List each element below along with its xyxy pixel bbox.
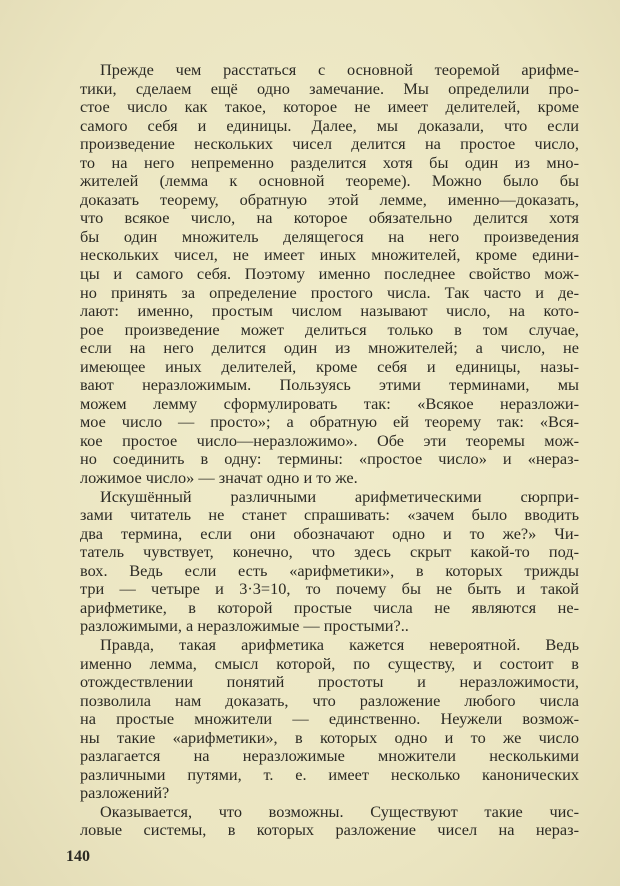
- text-line: но принять за определение простого числа. Так часто и де-: [80, 282, 579, 302]
- text-line: бы один множитель делящегося на него произведения: [80, 226, 579, 246]
- text-line: лают: именно, простым числом называют число, на кото-: [80, 301, 579, 321]
- text-line: арифметике, в которой простые числа не являются не-: [80, 597, 579, 617]
- text-line: ны такие «арифметики», в которых одно и то же число: [80, 727, 579, 747]
- text-line: если на него делится один из множителей; а число, не: [80, 338, 579, 358]
- text-line: жителей (лемма к основной теореме). Можно было бы: [80, 171, 579, 191]
- paragraph: [80, 803, 579, 840]
- text-line: разложимыми, а неразложимые — простыми?..: [80, 616, 409, 636]
- text-line: разлагается на неразложимые множители несколькими: [80, 746, 579, 766]
- text-line: Оказывается, что возможны. Существуют такие чис-: [100, 801, 579, 821]
- text-line: позволила нам доказать, что разложение любого числа: [80, 690, 579, 710]
- body-text: [80, 61, 579, 840]
- text-line: можем лемму сформулировать так: «Всякое неразложи-: [80, 393, 579, 413]
- text-line: на простые множители — единственно. Неужели возмож-: [80, 709, 579, 729]
- text-line: Правда, такая арифметика кажется невероятной. Ведь: [100, 634, 579, 654]
- paragraph: [80, 636, 579, 803]
- text-line: произведение нескольких чисел делится на простое число,: [80, 134, 579, 154]
- text-line: мое число — просто»; а обратную ей теорему так: «Вся-: [80, 412, 579, 432]
- text-line: нескольких чисел, не имеет иных множителей, кроме едини-: [80, 245, 579, 265]
- paragraph: [80, 488, 579, 636]
- text-line: стое число как такое, которое не имеет делителей, кроме: [80, 97, 579, 117]
- text-line: вают неразложимым. Пользуясь этими терминами, мы: [80, 375, 579, 395]
- text-line: но соединить в одну: термины: «простое число» и «нераз-: [80, 449, 579, 469]
- text-line: ловые системы, в которых разложение чисел на нераз-: [80, 820, 579, 840]
- text-line: тики, сделаем ещё одно замечание. Мы определили про-: [80, 78, 579, 98]
- text-line: татель чувствует, конечно, что здесь скрыт какой-то под-: [80, 542, 579, 562]
- paragraph: [80, 61, 579, 488]
- text-line: Искушённый различными арифметическими сюрпри-: [100, 486, 579, 506]
- text-line: зами читатель не станет спрашивать: «зачем было вводить: [80, 505, 579, 525]
- text-line: самого себя и единицы. Далее, мы доказали, что если: [80, 115, 579, 135]
- text-line: вох. Ведь если есть «арифметики», в которых трижды: [80, 560, 579, 580]
- text-line: именно лемма, смысл которой, по существу, и состоит в: [80, 653, 579, 673]
- text-line: имеющее иных делителей, кроме себя и единицы, назы-: [80, 356, 579, 376]
- text-line: разложений?: [80, 783, 170, 803]
- page-number: 140: [66, 848, 90, 865]
- text-line: два термина, если они обозначают одно и то же?» Чи-: [80, 523, 579, 543]
- text-line: доказать теорему, обратную этой лемме, именно—доказать,: [80, 189, 579, 209]
- text-line: ложимое число» — значат одно и то же.: [80, 468, 358, 488]
- text-line: цы и самого себя. Поэтому именно последнее свойство мож-: [80, 264, 579, 284]
- text-line: Прежде чем расстаться с основной теоремой арифме-: [100, 60, 579, 79]
- text-line: то на него непременно разделится хотя бы один из мно-: [80, 152, 579, 172]
- text-line: три — четыре и 3·3=10, то почему бы не быть и такой: [80, 579, 579, 599]
- text-line: различными путями, т. е. имеет несколько канонических: [80, 764, 579, 784]
- text-line: отождествлении понятий простоты и неразложимости,: [80, 672, 579, 692]
- text-line: кое простое число—неразложимо». Обе эти теоремы мож-: [80, 430, 579, 450]
- text-line: рое произведение может делиться только в том случае,: [80, 319, 579, 339]
- text-line: что всякое число, на которое обязательно делится хотя: [80, 208, 579, 228]
